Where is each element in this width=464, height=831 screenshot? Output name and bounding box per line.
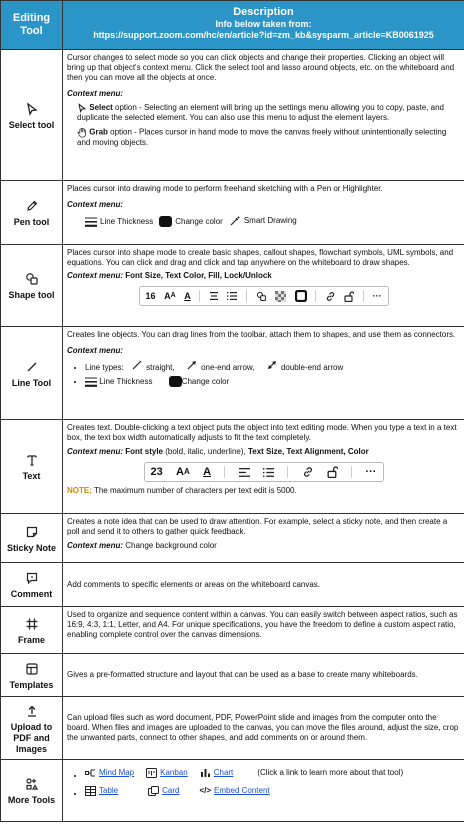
toolbar-divider [224, 466, 225, 478]
more-tools-list [67, 768, 460, 796]
more-options-icon[interactable]: ··· [365, 466, 377, 478]
tool-name-text: Text [22, 471, 41, 481]
tool-cell-frame [1, 607, 63, 654]
tool-cell-pen [1, 181, 63, 245]
tool-name-upload: Upload to PDF and Images [10, 721, 53, 754]
text-context-font-style-detail: (bold, italic, underline), [163, 447, 246, 456]
header-col2-label: Description [233, 6, 294, 18]
row-line-tool [1, 327, 464, 420]
font-size-value[interactable]: 23 [150, 466, 163, 478]
list-icon[interactable] [263, 468, 274, 477]
templates-icon [25, 662, 39, 676]
line-color-label: Change color [181, 377, 230, 386]
list-icon[interactable] [227, 292, 237, 300]
text-color-icon[interactable]: A [184, 291, 191, 301]
list-item [85, 360, 460, 373]
shape-context [67, 271, 460, 281]
shape-description: Places cursor into shape mode to create basic shapes, callout shapes, flowchart symbols, UML symbols, and equations. You can click and drag and click and tap anywhere on the whiteboard to draw shapes. [67, 248, 454, 267]
text-color-icon[interactable]: A [203, 466, 212, 478]
desc-upload [63, 697, 464, 760]
select-option-label: Select [89, 103, 113, 113]
tool-name-line: Line Tool [11, 377, 52, 388]
mind-map-link[interactable]: • Mind Map [99, 768, 135, 777]
border-icon[interactable] [295, 290, 307, 302]
header-description [63, 1, 464, 50]
sticky-context-label: Context menu: [67, 541, 123, 550]
text-size-icon[interactable]: A A [176, 466, 190, 478]
comment-description: Add comments to specific elements or areas on the whiteboard canvas. [67, 579, 321, 589]
tool-cell-line [1, 327, 63, 420]
smart-drawing-icon [229, 215, 241, 227]
upload-icon [25, 704, 39, 718]
hand-icon [77, 127, 87, 138]
tool-name-select: Select tool [8, 119, 55, 130]
header-row [1, 1, 464, 50]
tool-cell-comment [1, 563, 63, 607]
comment-icon [25, 571, 39, 585]
tool-cell-templates [1, 654, 63, 697]
desc-more [63, 760, 464, 822]
toolbar-divider [351, 466, 352, 478]
pen-item3-label: Smart Drawing [243, 216, 297, 225]
table-link[interactable]: • Table [99, 786, 119, 795]
text-context-font-style: Font style [123, 447, 164, 456]
tool-name-more: More Tools [7, 795, 56, 805]
pen-context-items [85, 215, 460, 227]
align-left-icon[interactable] [239, 468, 250, 477]
toolbar-divider [199, 290, 200, 302]
row-sticky-note [1, 514, 464, 563]
line-type-one-end: one-end arrow, [201, 363, 255, 372]
note-text: The maximum number of characters per text edit is 5000. [91, 486, 297, 495]
upload-description: Can upload files such as word document, PDF, PowerPoint slide and images from the computer onto the board. When files and images are uploaded to the canvas, you can move the files around, adjust the size, crop the unwanted parts, connect to other shapes, and add comments on or around them. [67, 713, 459, 742]
select-description: Cursor changes to select mode so you can click objects and change their properties. Clicking an object will bring up that object's context menu. Click the select tool and lasso around objects, etc. on the whiteboard and then you can move all the objects at once. [67, 53, 455, 82]
line-type-straight: straight, [146, 363, 175, 372]
pen-context-label: Context menu: [67, 200, 123, 209]
tool-name-pen: Pen tool [13, 217, 50, 227]
header-info-link[interactable]: https://support.zoom.com/hc/en/article?id=zm_kb&sysparm_article=KB0061925 [93, 30, 434, 40]
kanban-link[interactable]: Kanban [160, 768, 188, 777]
frame-icon [25, 617, 39, 631]
embed-icon: </> [199, 786, 212, 795]
pen-icon [25, 199, 39, 213]
text-context-others: Text Size, Text Alignment, Color [245, 447, 369, 456]
row-frame [1, 607, 464, 654]
row-comment [1, 563, 464, 607]
tool-name-frame: Frame [17, 634, 45, 645]
tool-name-sticky: Sticky Note [6, 542, 57, 553]
embed-content-link[interactable]: Embed Content [214, 786, 270, 795]
shape-icon[interactable] [256, 291, 267, 302]
line-thickness-icon [85, 217, 97, 227]
row-select-tool [1, 50, 464, 181]
note-label: NOTE: [67, 486, 92, 495]
templates-description: Gives a pre-formatted structure and layout that can be used as a base to create many whiteboards. [67, 670, 418, 679]
unlock-icon[interactable] [344, 291, 354, 302]
toolbar-divider [246, 290, 247, 302]
row-pen-tool [1, 181, 464, 245]
header-editing-tool [1, 1, 63, 50]
pen-line-thickness [85, 217, 153, 227]
row-more-tools [1, 760, 464, 822]
more-options-icon[interactable]: ··· [372, 291, 382, 301]
link-icon[interactable] [325, 291, 336, 302]
font-size-value[interactable]: 16 [145, 291, 156, 301]
pen-smart-drawing [229, 215, 297, 227]
shape-context-label: Context menu: [67, 271, 123, 280]
row-upload [1, 697, 464, 760]
text-context [67, 447, 460, 457]
grab-option-label: Grab [89, 127, 108, 137]
grab-option [77, 127, 460, 148]
desc-pen [63, 181, 464, 245]
frame-description: Used to organize and sequence content within a canvas. You can easily switch between aspect ratios, such as 16:9, 4:3, 1:1, Letter, and A4. For unique specifications, you have the freedom to define a custom aspect ratio, enabling complete control over the canvas dimensions. [67, 610, 458, 639]
line-types-label: Line types: [85, 363, 124, 372]
color-swatch-icon [159, 216, 172, 227]
pen-item2-label: Change color [175, 216, 223, 226]
line-thickness-label: Line Thickness [99, 377, 153, 386]
fill-icon[interactable] [275, 291, 286, 302]
pen-description: Places cursor into drawing mode to perform freehand sketching with a Pen or Highlighter. [67, 184, 383, 193]
tool-cell-text [1, 420, 63, 514]
row-templates [1, 654, 464, 697]
grab-option-text: option - Places cursor in hand mode to move the canvas freely without unintentionally selecting and moving objects. [77, 127, 447, 148]
list-item [85, 768, 460, 778]
sticky-context-text: Change background color [123, 541, 217, 550]
cursor-icon [25, 102, 39, 116]
double-end-arrow-icon [267, 360, 277, 370]
more-tools-icon [25, 777, 39, 791]
row-shape-tool [1, 245, 464, 327]
header-info-line1: Info below taken from: [215, 19, 312, 29]
pen-change-color [159, 216, 223, 227]
tool-cell-more [1, 760, 63, 822]
header-col1-label: Editing Tool [12, 12, 51, 37]
shape-context-items: Font Size, Text Color, Fill, Lock/Unlock [123, 271, 272, 280]
chart-icon [200, 768, 211, 778]
text-context-toolbar [144, 462, 384, 482]
desc-templates [63, 654, 464, 697]
sticky-note-icon [25, 525, 39, 539]
desc-sticky [63, 514, 464, 563]
text-context-label: Context menu: [67, 447, 123, 456]
desc-shape [63, 245, 464, 327]
unlock-icon[interactable] [327, 466, 338, 478]
text-description: Creates text. Double-clicking a text object puts the object into text editing mode. When you type a text in a text box, the text box width automatically adjusts to fit the text completely. [67, 423, 457, 442]
select-option-text: option - Selecting an element will bring up the settings menu allowing you to copy, paste, and duplicate the selected element. You can also use this menu to adjust the element layers. [77, 103, 444, 123]
tool-cell-select [1, 50, 63, 181]
line-type-double-end: double-end arrow [280, 363, 344, 372]
line-description: Creates line objects. You can drag lines from the toolbar, attach them to shapes, and use them as connectors. [67, 330, 456, 339]
link-icon[interactable] [302, 466, 314, 478]
more-tools-hint: (Click a link to learn more about that tool) [257, 768, 404, 777]
toolbar-divider [287, 466, 288, 478]
line-context-label: Context menu: [67, 346, 123, 355]
straight-line-icon [132, 360, 142, 370]
mind-map-icon [85, 768, 96, 778]
tool-cell-sticky [1, 514, 63, 563]
toolbar-divider [363, 290, 364, 302]
shape-context-toolbar [139, 286, 389, 306]
select-option [77, 103, 460, 123]
line-icon [25, 360, 39, 374]
text-size-icon[interactable]: A A [164, 291, 176, 301]
text-note [67, 486, 460, 496]
toolbar-divider [315, 290, 316, 302]
card-icon [148, 786, 159, 796]
desc-line [63, 327, 464, 420]
sticky-context [67, 541, 460, 551]
one-end-arrow-icon [187, 360, 197, 370]
sticky-description: Creates a note idea that can be used to draw attention. For example, select a sticky note, and then create a poll and send it to others to gather quick feedback. [67, 517, 448, 536]
desc-select [63, 50, 464, 181]
chart-link[interactable]: Chart [213, 768, 234, 777]
select-context-label: Context menu: [67, 89, 123, 98]
list-item [85, 376, 460, 387]
line-context-list [67, 360, 460, 387]
tool-name-templates: Templates [9, 679, 54, 690]
table-icon [85, 786, 96, 796]
desc-text [63, 420, 464, 514]
list-item [85, 786, 460, 796]
text-icon [25, 453, 39, 467]
tool-cell-upload [1, 697, 63, 760]
row-text-tool [1, 420, 464, 514]
tool-name-shape: Shape tool [8, 290, 55, 300]
tool-name-comment: Comment [10, 589, 53, 599]
cursor-icon [77, 103, 87, 113]
desc-frame [63, 607, 464, 654]
shape-icon [25, 272, 39, 286]
color-swatch-icon [169, 376, 182, 387]
tool-cell-shape [1, 245, 63, 327]
kanban-icon [146, 768, 157, 778]
align-icon[interactable] [209, 292, 219, 300]
desc-comment [63, 563, 464, 607]
card-link[interactable]: Card [162, 786, 180, 795]
line-thickness-icon [85, 377, 97, 387]
pen-item1-label: Line Thickness [100, 217, 154, 226]
